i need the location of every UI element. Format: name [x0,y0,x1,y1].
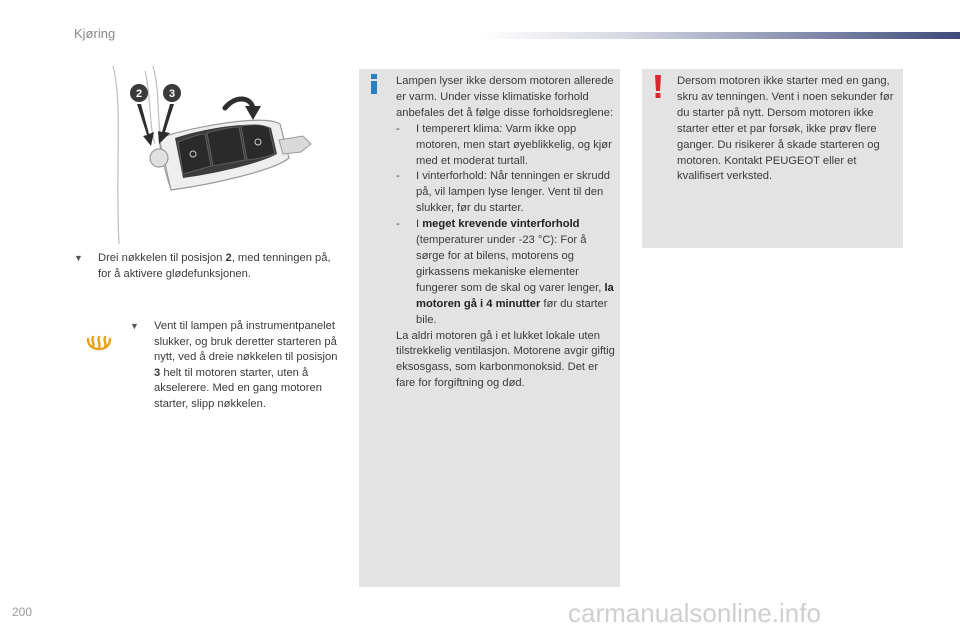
info-item-2-text: I vinterforhold: Når tenningen er skrudd på, vil lampen lyse lenger. Vent til den slukker, før du starter. [416,170,611,215]
info-intro: Lampen lyser ikke dersom motoren allerede er varm. Under visse klimatiske forhold anbefales det å følge disse forholdsreglene: [396,75,614,119]
info-item-2: - I vinterforhold: Når tenningen er skrudd på, vil lampen lyse lenger. Vent til den slukker, før du starter. [396,170,611,215]
header-bar [478,32,960,39]
callout-3-label: 3 [168,88,176,100]
info-item-1-text: I temperert klima: Varm ikke opp motoren, men start øyeblikkelig, og kjør med et moderat turtall. [416,122,612,167]
rotation-arrow-icon [225,99,261,120]
info-item-3: - I meget krevende vinterforhold (temperaturer under -23 °C): For å sørge for at bilens, motorens og girkassens mekaniske elementer fungerer som de skal og varer lenger, la motoren gå i 4 minutter før du starter bile. [396,218,614,326]
step-2-text: Vent til lampen på instrumentpanelet slukker, og bruk deretter starteren på nytt, ved å dreie nøkkelen til posisjon [154,320,338,364]
callout-3 [163,84,181,102]
instruction-step-2 [130,319,342,413]
info-text [396,74,616,392]
glow-plug-icon [86,335,112,353]
step-2-text-end: helt til motoren starter, uten å akselerere. Med en gang motoren starter, slipp nøkkelen. [154,366,322,410]
watermark: carmanualsonline.info [568,598,821,628]
info-outro: La aldri motoren gå i et lukket lokale uten tilstrekkelig ventilasjon. Motorene avgir giftig eksosgass, som karbonmonoksid. Det er fare for forgiftning og død. [396,329,615,390]
warning-icon [650,75,666,99]
info-icon [367,74,381,94]
info-item-3-post: før du starter bile. [416,297,608,326]
info-item-3-mid: (temperaturer under -23 °C): For å sørge for at bilens, motorens og girkassens mekaniske elementer fungerer som de skal og varer lenger, [416,234,605,294]
step-1-text: Drei nøkkelen til posisjon [98,252,226,264]
info-item-3-bold-1: meget krevende vinterforhold [422,218,580,231]
page-number: 200 [12,605,33,619]
info-item-3-bold-2: la motoren gå i 4 minutter [416,281,614,310]
warning-text: Dersom motoren ikke starter med en gang, skru av tenningen. Vent i noen sekunder før du starter på nytt. Dersom motoren ikke starter etter et par forsøk, ikke prøv flere ganger. Du risikerer å skade starteren og motoren. Kontakt PEUGEOT eller et kvalifisert verksted. [677,75,894,183]
callout-2-label: 2 [135,88,143,100]
instruction-step-1 [74,251,346,282]
step-1-text-end: , med tenningen på, for å aktivere glødefunksjonen. [98,252,331,280]
info-item-1: - I temperert klima: Varm ikke opp motoren, men start øyeblikkelig, og kjør med et moderat turtall. [396,122,612,167]
info-item-3-pre: I [416,218,423,231]
arrow-bullet-icon: ▼ [74,253,83,263]
callout-2 [130,84,148,102]
step-1-position: 2 [225,252,232,264]
step-2-position: 3 [154,366,161,379]
ignition-key-icon [150,120,311,190]
arrow-bullet-icon: ▼ [130,321,139,331]
section-title: Kjøring [74,26,116,41]
key-illustration [75,66,345,244]
